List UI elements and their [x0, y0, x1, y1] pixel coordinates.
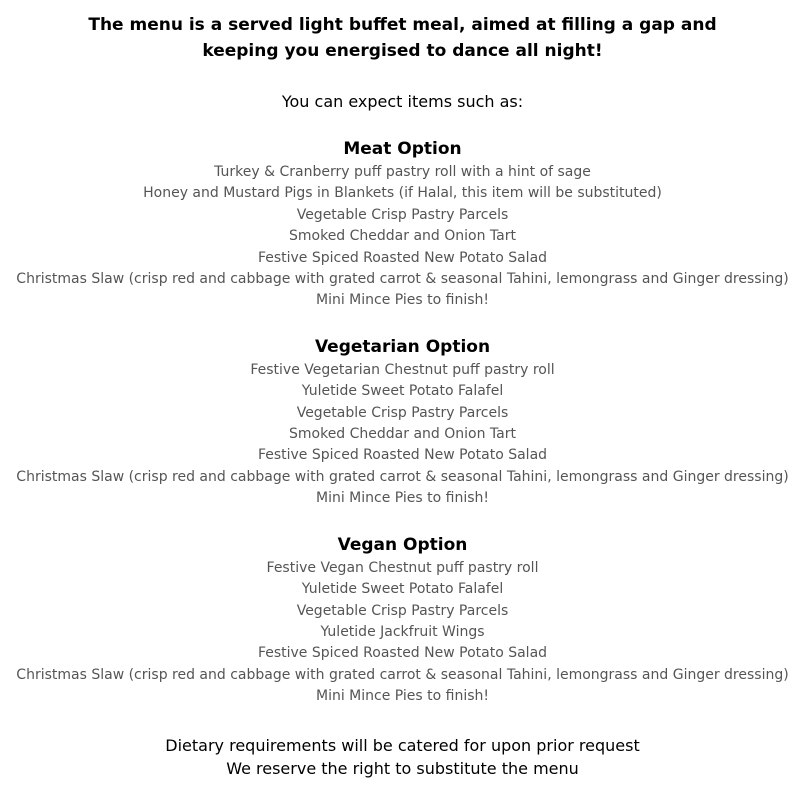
menu-item: Festive Spiced Roasted New Potato Salad	[257, 447, 548, 464]
menu-item: Honey and Mustard Pigs in Blankets (if Halal, this item will be substituted)	[143, 185, 662, 202]
intro-text: The menu is a served light buffet meal, aimed at filling a gap and keeping you energised to dance all night!	[88, 15, 717, 61]
vegan-option-section	[0, 534, 805, 708]
menu-item: Christmas Slaw (crisp red and cabbage with grated carrot & seasonal Tahini, lemongrass and Ginger dressing)	[16, 468, 789, 485]
menu-item: Smoked Cheddar and Onion Tart	[289, 228, 516, 245]
menu-item: Mini Mince Pies to finish!	[315, 292, 490, 309]
menu-item: Yuletide Jackfruit Wings	[320, 623, 485, 640]
menu-item: Festive Vegan Chestnut puff pastry roll	[266, 559, 539, 576]
meat-option-section	[0, 138, 805, 312]
menu-item: Festive Spiced Roasted New Potato Salad	[257, 645, 548, 662]
menu-item: Mini Mince Pies to finish!	[315, 688, 490, 705]
substitution-note: We reserve the right to substitute the menu	[226, 758, 579, 778]
menu-item: Christmas Slaw (crisp red and cabbage with grated carrot & seasonal Tahini, lemongrass and Ginger dressing)	[16, 666, 789, 683]
menu-item: Festive Vegetarian Chestnut puff pastry roll	[250, 361, 555, 378]
menu-item: Vegetable Crisp Pastry Parcels	[296, 206, 509, 223]
expect-text: You can expect items such as:	[281, 92, 524, 111]
section-title: Vegetarian Option	[314, 336, 491, 357]
menu-item: Vegetable Crisp Pastry Parcels	[296, 404, 509, 421]
menu-item-list	[0, 558, 805, 708]
section-title: Meat Option	[343, 139, 462, 159]
menu-item: Turkey & Cranberry puff pastry roll with a hint of sage	[214, 164, 591, 180]
menu-item: Vegetable Crisp Pastry Parcels	[296, 602, 509, 619]
menu-item-list	[0, 360, 805, 510]
menu-item: Smoked Cheddar and Onion Tart	[289, 426, 516, 443]
dietary-note: Dietary requirements will be catered for upon prior request	[165, 735, 640, 755]
menu-item: Yuletide Sweet Potato Falafel	[301, 383, 504, 400]
menu-item-list	[0, 162, 805, 312]
menu-item: Mini Mince Pies to finish!	[315, 490, 490, 507]
footer-notes	[0, 734, 805, 780]
menu-item: Festive Spiced Roasted New Potato Salad	[257, 249, 548, 266]
vegetarian-option-section	[0, 336, 805, 510]
menu-item: Yuletide Sweet Potato Falafel	[301, 581, 504, 598]
section-title: Vegan Option	[337, 534, 468, 555]
menu-item: Christmas Slaw (crisp red and cabbage with grated carrot & seasonal Tahini, lemongrass and Ginger dressing)	[16, 271, 789, 288]
